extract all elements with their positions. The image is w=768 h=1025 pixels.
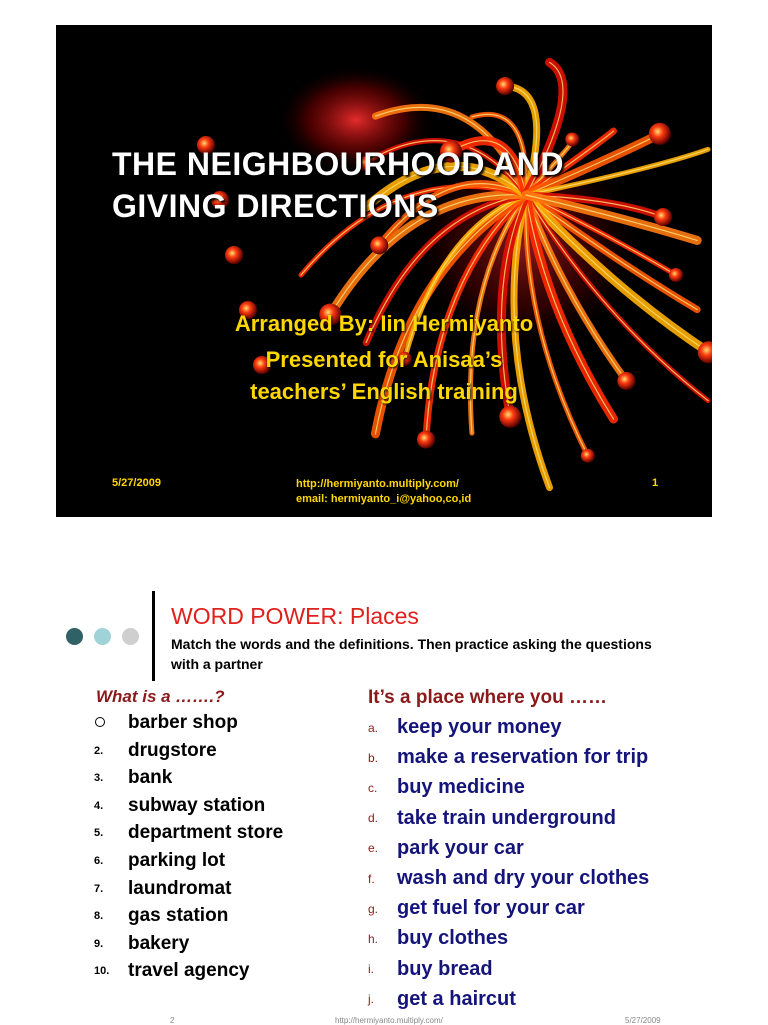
definition-item bbox=[368, 746, 728, 769]
definition-item bbox=[368, 776, 728, 799]
slide-email: email: hermiyanto_i@yahoo,co,id bbox=[296, 493, 472, 505]
firework-ball bbox=[581, 449, 595, 463]
slide-title bbox=[112, 143, 712, 227]
place-item bbox=[94, 905, 394, 927]
definition-text: park your car bbox=[397, 836, 524, 859]
firework-ball bbox=[370, 236, 388, 254]
definition-item bbox=[368, 837, 728, 860]
definition-item bbox=[368, 897, 728, 920]
place-number: 7. bbox=[94, 882, 104, 895]
definition-letter: g. bbox=[368, 901, 379, 916]
firework-ball bbox=[496, 77, 514, 95]
place-item bbox=[94, 767, 394, 789]
definition-text: take train underground bbox=[397, 806, 616, 829]
footer-date: 5/27/2009 bbox=[625, 1016, 661, 1025]
place-number: 6. bbox=[94, 855, 104, 867]
definition-text: keep your money bbox=[397, 716, 562, 738]
footer-url: http://hermiyanto.multiply.com/ bbox=[335, 1016, 443, 1025]
definition-text: get a haircut bbox=[397, 987, 516, 1010]
firework-ball bbox=[417, 431, 435, 449]
dot-light bbox=[94, 628, 111, 645]
definition-item bbox=[368, 716, 728, 739]
circle-bullet-icon bbox=[95, 717, 105, 727]
definition-item bbox=[368, 807, 728, 830]
place-number: 9. bbox=[94, 937, 104, 950]
place-number: 8. bbox=[94, 910, 104, 923]
definition-item bbox=[368, 958, 728, 981]
instruction-text: Match the words and the definitions. Then practice asking the questions with a partner bbox=[171, 636, 652, 672]
title-divider bbox=[152, 591, 155, 681]
definition-letter: e. bbox=[368, 841, 379, 856]
place-number bbox=[94, 717, 128, 730]
presented-line: Presented for Anisaa’s bbox=[265, 347, 503, 372]
place-number: 2. bbox=[94, 744, 104, 757]
place-text: drugstore bbox=[128, 739, 217, 761]
place-text: parking lot bbox=[128, 850, 226, 871]
place-item bbox=[94, 822, 394, 844]
definition-text: buy medicine bbox=[397, 776, 525, 799]
place-text: gas station bbox=[128, 905, 229, 927]
definition-letter: a. bbox=[368, 720, 379, 735]
place-number: 10. bbox=[94, 965, 110, 978]
slide-contact bbox=[296, 477, 471, 507]
place-text: bakery bbox=[128, 932, 190, 954]
definition-item bbox=[368, 927, 728, 950]
slide-url: http://hermiyanto.multiply.com/ bbox=[296, 478, 459, 490]
audience-line: teachers’ English training bbox=[250, 379, 518, 404]
footer-page-number: 2 bbox=[170, 1016, 175, 1025]
place-item bbox=[94, 878, 394, 900]
places-heading: What is a …….? bbox=[96, 687, 225, 706]
place-number: 4. bbox=[94, 799, 104, 812]
place-text: subway station bbox=[128, 794, 266, 816]
definition-text: wash and dry your clothes bbox=[397, 867, 650, 889]
definition-letter: f. bbox=[368, 871, 375, 886]
definition-text: buy bread bbox=[397, 957, 493, 980]
place-text: bank bbox=[128, 767, 173, 789]
author-line: Arranged By: Iin Hermiyanto bbox=[234, 311, 534, 336]
place-number: 5. bbox=[94, 827, 104, 840]
slide-date: 5/27/2009 bbox=[112, 477, 161, 489]
definitions-heading: It’s a place where you …… bbox=[368, 687, 607, 708]
place-text: travel agency bbox=[128, 960, 250, 982]
definition-text: make a reservation for trip bbox=[397, 746, 649, 769]
firework-ball bbox=[225, 246, 243, 264]
definition-item bbox=[368, 988, 728, 1011]
place-number: 3. bbox=[94, 772, 104, 785]
firework-ball bbox=[669, 268, 683, 282]
definition-letter: c. bbox=[368, 780, 378, 795]
definition-letter: i. bbox=[368, 962, 374, 977]
word-power-title: WORD POWER: Places bbox=[171, 603, 419, 629]
dot-grey bbox=[122, 628, 139, 645]
place-text: laundromat bbox=[128, 877, 232, 899]
place-text: barber shop bbox=[128, 712, 238, 733]
place-item bbox=[94, 740, 394, 762]
definition-letter: j. bbox=[368, 992, 374, 1007]
place-item bbox=[94, 712, 394, 734]
decorative-firework-art bbox=[56, 25, 712, 517]
dot-dark bbox=[66, 628, 83, 645]
place-item bbox=[94, 850, 394, 872]
place-item bbox=[94, 795, 394, 817]
firework-ball bbox=[499, 406, 521, 428]
firework-ball bbox=[649, 123, 671, 145]
definition-letter: h. bbox=[368, 931, 379, 946]
definition-letter: d. bbox=[368, 811, 379, 826]
slide-page-number: 1 bbox=[652, 477, 659, 489]
decorative-dots bbox=[66, 628, 139, 645]
place-item bbox=[94, 960, 394, 982]
title-line-1: THE NEIGHBOURHOOD AND bbox=[112, 146, 564, 182]
title-line-2: GIVING DIRECTIONS bbox=[112, 188, 439, 224]
title-slide bbox=[56, 25, 712, 517]
definition-letter: b. bbox=[368, 750, 379, 765]
definition-item bbox=[368, 867, 728, 890]
definition-text: buy clothes bbox=[397, 927, 509, 950]
definition-text: get fuel for your car bbox=[397, 897, 585, 920]
place-item bbox=[94, 933, 394, 955]
place-text: department store bbox=[128, 822, 284, 844]
